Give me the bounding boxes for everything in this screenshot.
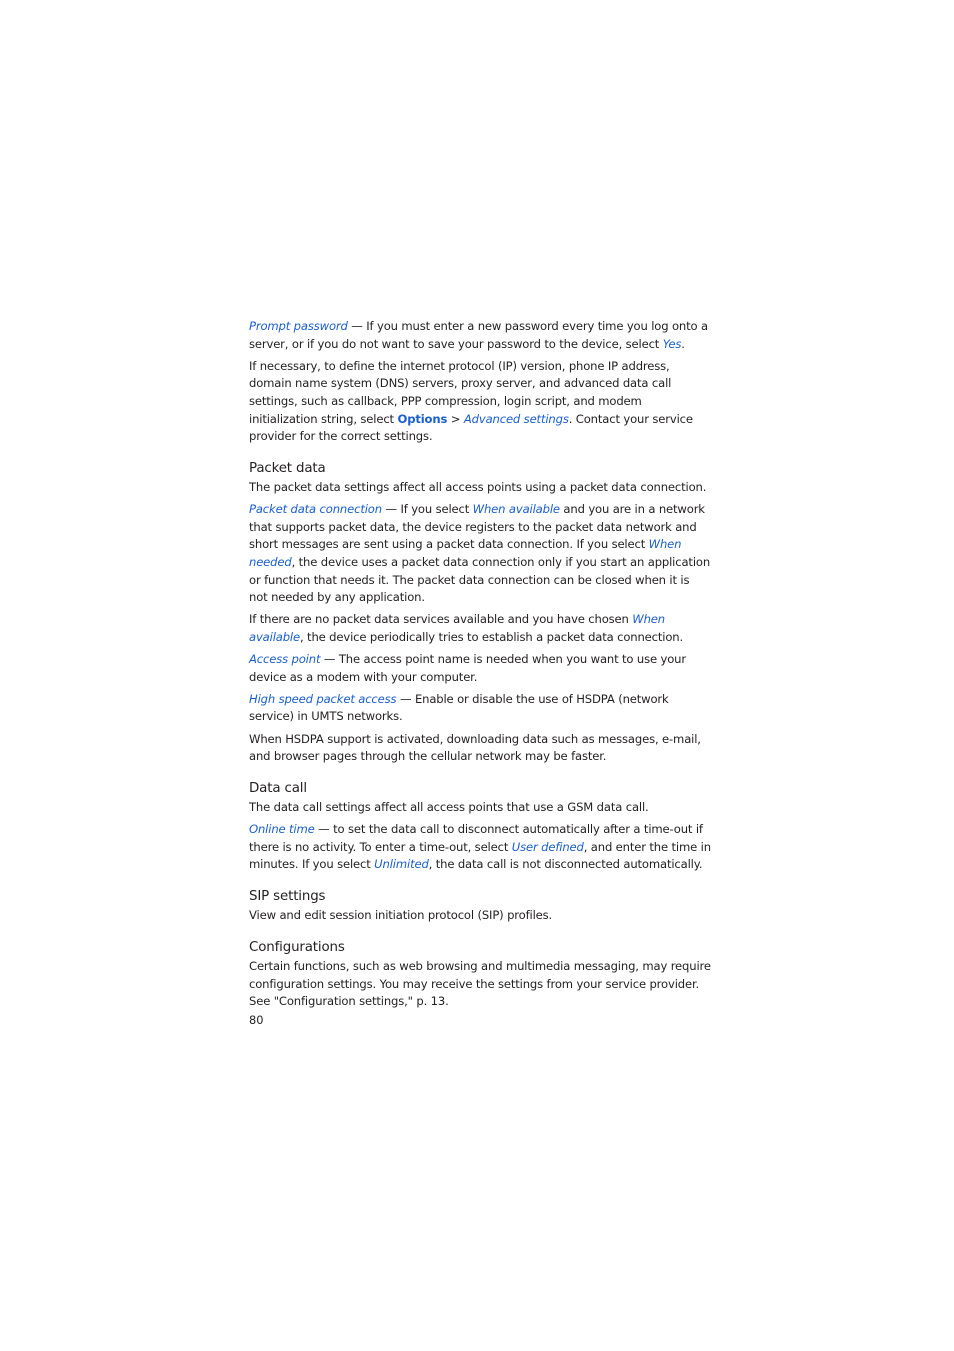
hsdpa-support-paragraph: When HSDPA support is activated, downloading data such as messages, e-mail, and browser pages through the cellular network may be faster. <box>249 731 701 764</box>
access-point-paragraph <box>249 651 711 686</box>
configurations-heading: Configurations <box>249 939 345 955</box>
no-packet-data-paragraph <box>249 611 711 646</box>
sip-settings-heading: SIP settings <box>249 888 326 904</box>
text: , the data call is not disconnected automatically. <box>428 857 703 872</box>
text: If there are no packet data services available and you have chosen <box>249 612 633 627</box>
when-available-option: When available <box>249 612 665 644</box>
text: . Contact your service provider for the correct settings. <box>249 411 693 444</box>
packet-data-connection-term: Packet data connection <box>249 502 382 517</box>
text: — If you must enter a new password every time you log onto a server, or if you do not want to save your password to the device, select <box>249 319 708 351</box>
advanced-settings-option: Advanced settings <box>463 411 569 426</box>
high-speed-packet-access-term: High speed packet access <box>249 691 397 706</box>
text: . <box>681 336 685 351</box>
access-point-term: Access point <box>249 652 321 667</box>
text: — The access point name is needed when you want to use your device as a modem with your computer. <box>249 652 686 684</box>
user-defined-option: User defined <box>511 839 584 854</box>
packet-data-heading: Packet data <box>249 460 326 476</box>
packet-data-connection-paragraph <box>249 501 711 607</box>
text: — If you select <box>381 502 473 517</box>
data-call-heading: Data call <box>249 780 307 796</box>
text: If necessary, to define the internet protocol (IP) version, phone IP address, domain name system (DNS) servers, proxy server, and advanced data call settings, such as callback, PPP compression, login script, and modem initialization string, select <box>249 358 672 426</box>
packet-data-intro: The packet data settings affect all access points using a packet data connection. <box>249 479 707 494</box>
text: , and enter the time in minutes. If you select <box>249 839 711 872</box>
online-time-term: Online time <box>249 822 315 837</box>
text: > <box>447 411 464 426</box>
when-available-option: When available <box>472 502 560 517</box>
page-content <box>249 318 711 1015</box>
page-number: 80 <box>249 1013 264 1027</box>
hsdpa-paragraph <box>249 691 711 726</box>
online-time-paragraph <box>249 821 711 874</box>
prompt-password-paragraph <box>249 318 711 353</box>
text: , the device uses a packet data connection only if you start an application or function that needs it. The packet data connection can be closed when it is not needed by any application. <box>249 554 711 605</box>
text: — to set the data call to disconnect automatically after a time-out if there is no activity. To enter a time-out, select <box>249 822 703 854</box>
configurations-text: Certain functions, such as web browsing and multimedia messaging, may require configuration settings. You may receive the settings from your service provider. See "Configuration settings," p. 13. <box>249 958 711 1009</box>
data-call-intro: The data call settings affect all access points that use a GSM data call. <box>249 800 649 814</box>
yes-option: Yes <box>662 336 682 351</box>
text: and you are in a network that supports packet data, the device registers to the packet data network and short messages are sent using a packet data connection. If you select <box>249 502 705 552</box>
sip-settings-text: View and edit session initiation protocol (SIP) profiles. <box>249 908 553 923</box>
when-needed-option: When needed <box>249 537 682 569</box>
options-menu: Options <box>397 411 448 426</box>
unlimited-option: Unlimited <box>374 857 429 872</box>
text: — Enable or disable the use of HSDPA (network service) in UMTS networks. <box>249 691 669 724</box>
text: , the device periodically tries to establish a packet data connection. <box>299 629 684 644</box>
advanced-settings-paragraph <box>249 358 711 446</box>
prompt-password-term: Prompt password <box>249 319 348 333</box>
